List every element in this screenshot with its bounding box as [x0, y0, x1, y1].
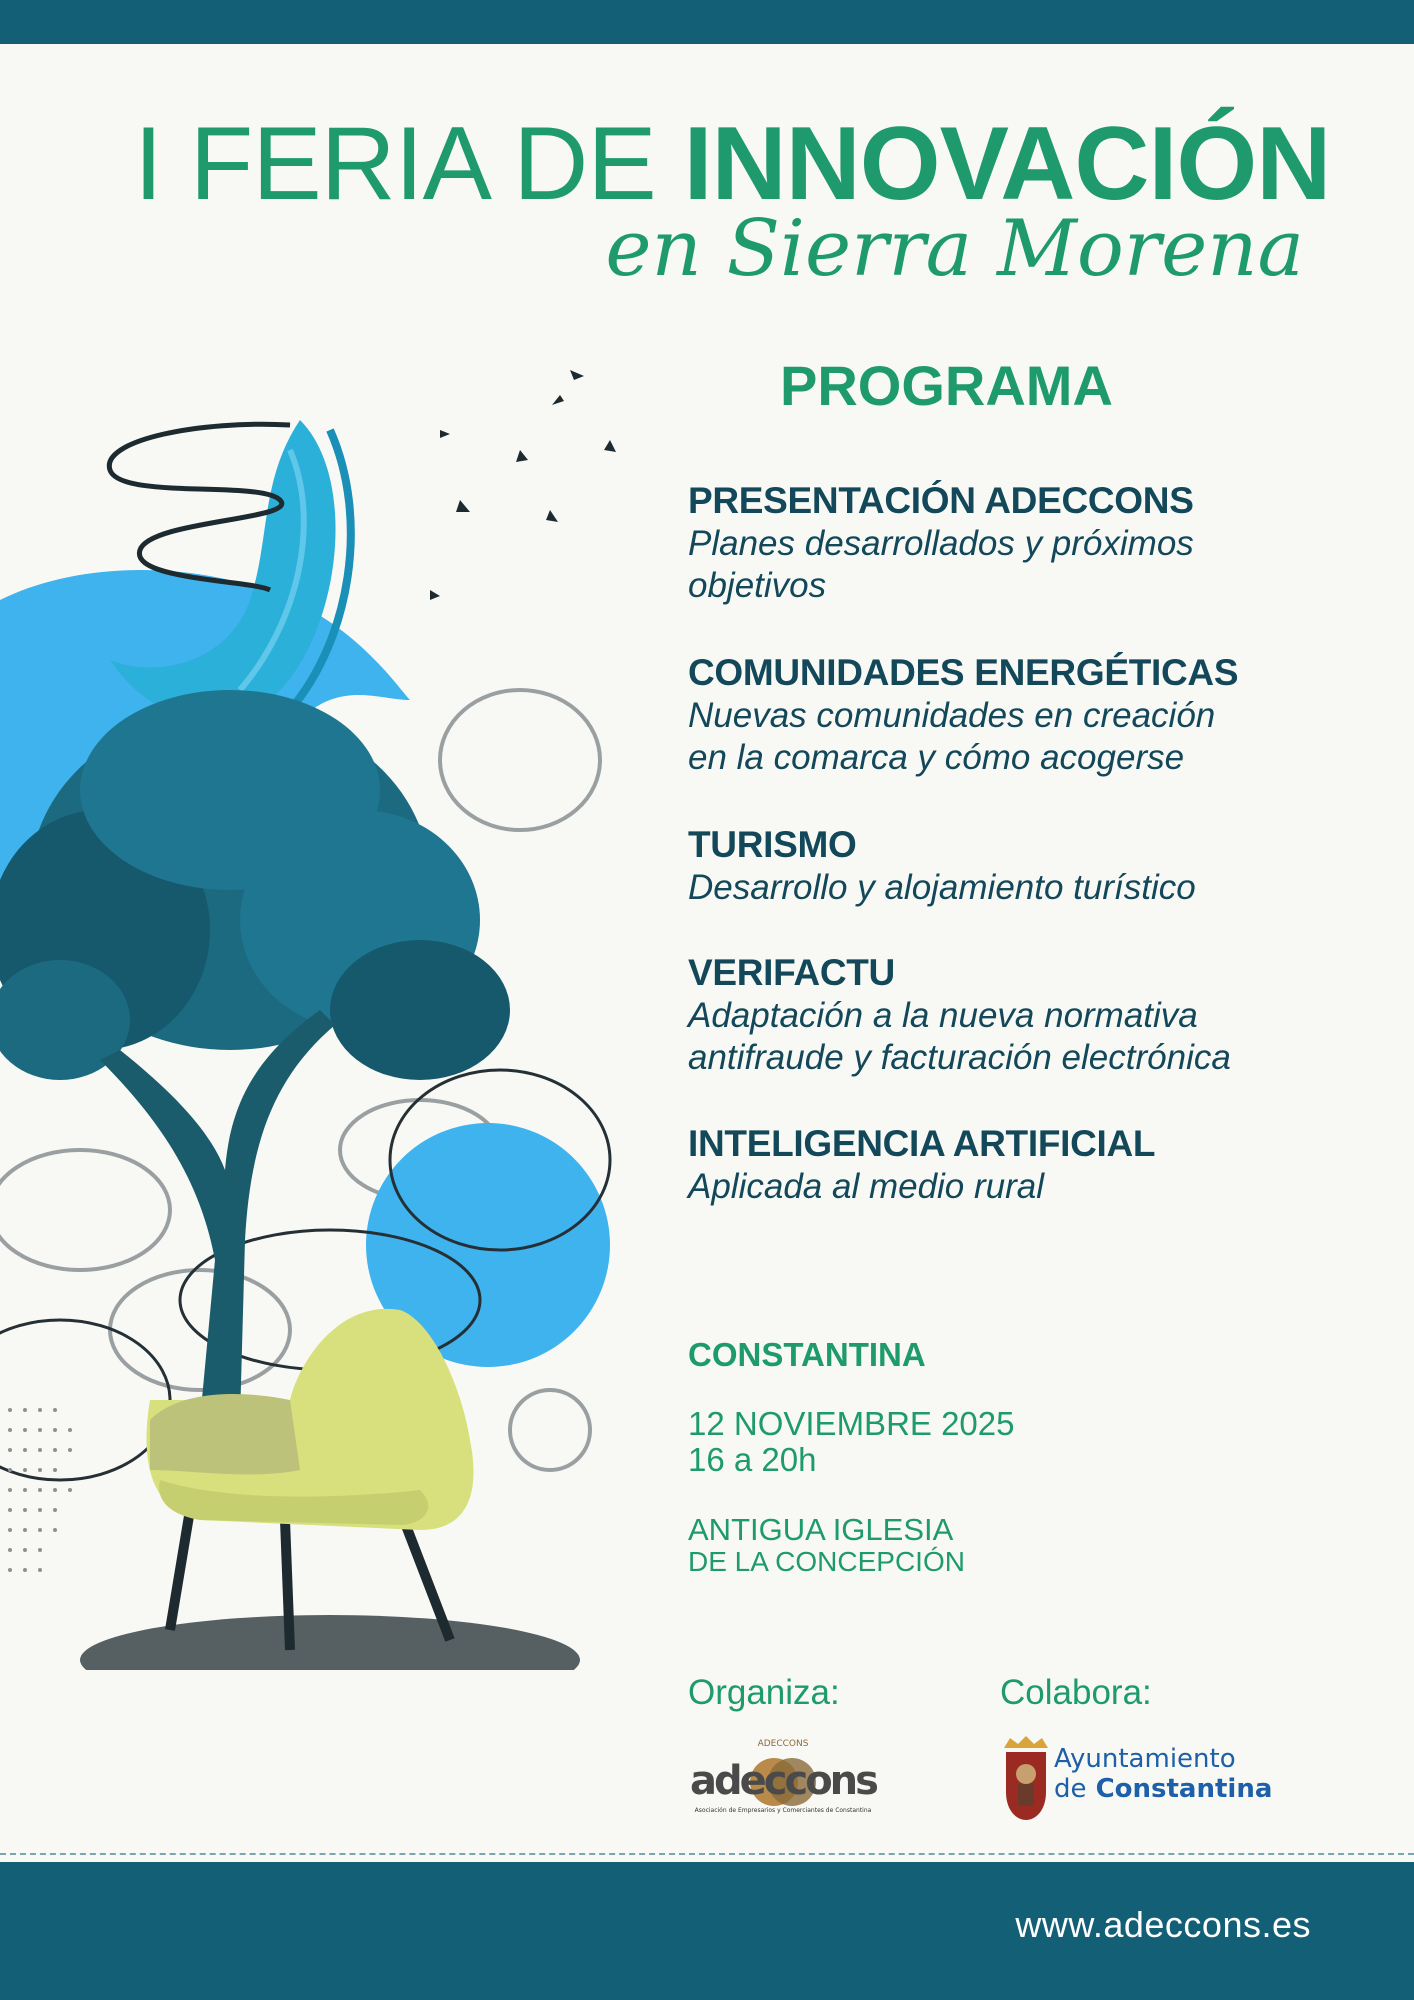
- program-item: [688, 652, 1328, 779]
- organiza-label: Organiza:: [688, 1673, 840, 1712]
- ayuntamiento-name: Constantina: [1095, 1774, 1273, 1804]
- poster-illustration: [0, 340, 640, 1670]
- adeccons-logo-top: ADECCONS: [757, 1739, 809, 1749]
- armchair-illustration: [147, 1309, 474, 1650]
- ayuntamiento-crest-icon: [1000, 1734, 1052, 1822]
- program-item-desc: objetivos: [688, 565, 827, 605]
- birds-icon: [430, 370, 616, 600]
- program-item: [688, 1123, 1328, 1208]
- divider: [0, 1853, 1414, 1855]
- program-item-desc: Planes desarrollados y próximos: [688, 523, 1194, 563]
- program-item: [688, 824, 1328, 909]
- program-item-desc: Nuevas comunidades en creación: [688, 695, 1216, 735]
- event-title: [134, 106, 1331, 222]
- program-item-title: TURISMO: [688, 824, 857, 865]
- adeccons-logo-sub: Asociación de Empresarios y Comerciantes de Constantina: [694, 1807, 872, 1814]
- event-venue: [688, 1514, 965, 1576]
- event-venue-line1: ANTIGUA IGLESIA: [688, 1512, 954, 1547]
- program-item-desc: antifraude y facturación electrónica: [688, 1037, 1231, 1077]
- event-datetime: [688, 1406, 1015, 1479]
- program-heading: PROGRAMA: [780, 354, 1113, 417]
- title-light: I FERIA DE: [134, 106, 656, 222]
- event-venue-line2: DE LA CONCEPCIÓN: [688, 1545, 965, 1577]
- program-item-desc: Adaptación a la nueva normativa: [688, 995, 1198, 1035]
- event-city: CONSTANTINA: [688, 1336, 926, 1373]
- event-time: 16 a 20h: [688, 1441, 817, 1479]
- ayuntamiento-line2: [1054, 1774, 1272, 1804]
- top-band: [0, 0, 1414, 44]
- event-date: 12 NOVIEMBRE 2025: [688, 1405, 1015, 1442]
- program-item-title: VERIFACTU: [688, 952, 895, 993]
- program-item-desc: en la comarca y cómo acogerse: [688, 737, 1185, 777]
- program-item-desc: Aplicada al medio rural: [688, 1166, 1045, 1206]
- dot-pattern-shape: [8, 1408, 72, 1572]
- program-item-desc: Desarrollo y alojamiento turístico: [688, 867, 1196, 907]
- adeccons-logo: [688, 1736, 878, 1822]
- ayuntamiento-prefix: de: [1054, 1774, 1087, 1804]
- program-item-title: PRESENTACIÓN ADECCONS: [688, 480, 1194, 521]
- colabora-label: Colabora:: [1000, 1673, 1152, 1712]
- chair-shadow-shape: [80, 1615, 580, 1670]
- program-item: [688, 480, 1328, 607]
- event-subtitle: en Sierra Morena: [605, 204, 1304, 294]
- program-item-title: COMUNIDADES ENERGÉTICAS: [688, 652, 1239, 693]
- website-link[interactable]: www.adeccons.es: [1015, 1904, 1311, 1945]
- adeccons-logo-main: adeccons: [690, 1758, 876, 1804]
- program-item: [688, 952, 1328, 1079]
- ayuntamiento-line1: Ayuntamiento: [1054, 1744, 1236, 1774]
- title-bold: INNOVACIÓN: [683, 106, 1331, 222]
- program-item-title: INTELIGENCIA ARTIFICIAL: [688, 1123, 1156, 1164]
